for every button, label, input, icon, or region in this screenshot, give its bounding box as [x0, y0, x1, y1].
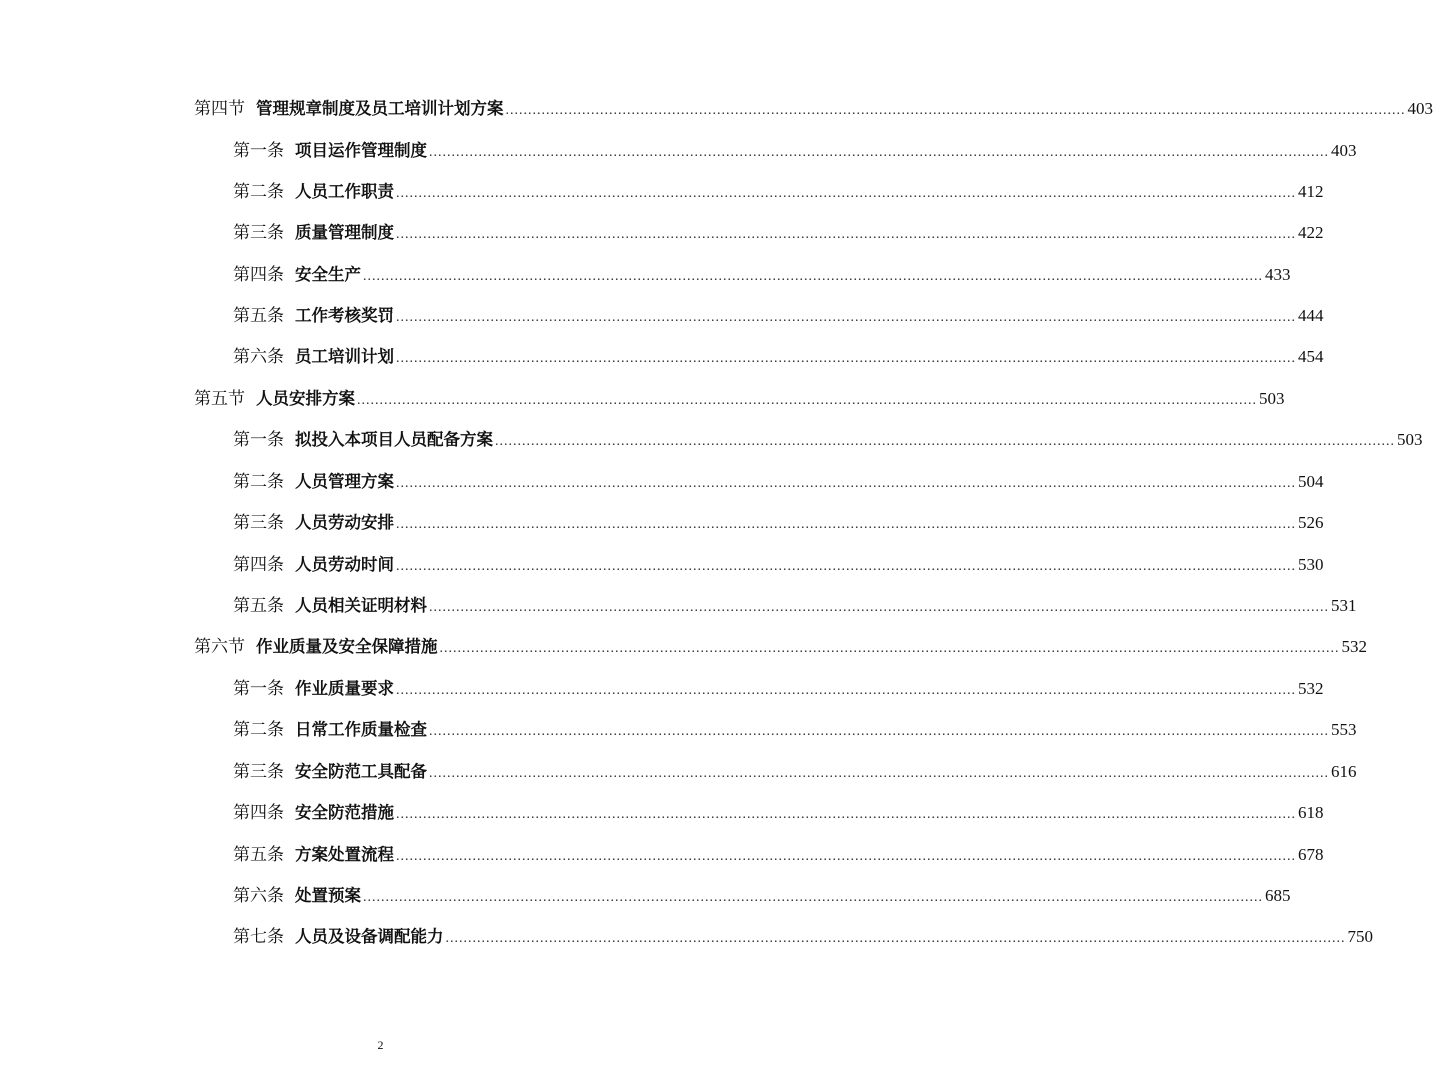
toc-leader: ........................................................................................................................................................................................................: [429, 766, 1329, 781]
toc-number: 第四条: [233, 555, 284, 575]
toc-row: [233, 593, 1357, 619]
toc-leader: ........................................................................................................................................................................................................: [396, 807, 1296, 822]
toc-leader: ........................................................................................................................................................................................................: [429, 724, 1329, 739]
toc-row: [233, 262, 1291, 288]
toc-leader: ........................................................................................................................................................................................................: [396, 559, 1296, 574]
toc-leader: ........................................................................................................................................................................................................: [396, 227, 1296, 242]
toc-number: 第六节: [194, 637, 245, 657]
toc-page: 403: [1331, 141, 1357, 160]
toc-row: [233, 469, 1324, 495]
toc-number: 第六条: [233, 886, 284, 906]
toc-leader: ........................................................................................................................................................................................................: [396, 186, 1296, 201]
toc-title: 安全防范工具配备: [295, 762, 427, 781]
toc-page: 750: [1347, 927, 1373, 946]
toc-leader: ........................................................................................................................................................................................................: [363, 269, 1263, 284]
toc-row: [194, 386, 1285, 412]
toc-number: 第二条: [233, 182, 284, 202]
toc-title: 管理规章制度及员工培训计划方案: [256, 99, 504, 118]
toc-number: 第三条: [233, 223, 284, 243]
toc-leader: ........................................................................................................................................................................................................: [363, 890, 1263, 905]
toc-page: 412: [1298, 182, 1324, 201]
toc-number: 第二条: [233, 720, 284, 740]
toc-title: 项目运作管理制度: [295, 141, 427, 160]
toc-title: 安全防范措施: [295, 803, 394, 822]
toc-row: [194, 96, 1433, 122]
toc-row: [233, 303, 1324, 329]
toc-leader: ........................................................................................................................................................................................................: [396, 476, 1296, 491]
toc-row: [233, 552, 1324, 578]
toc-title: 人员相关证明材料: [295, 596, 427, 615]
toc-title: 人员劳动时间: [295, 555, 394, 574]
toc-leader: ........................................................................................................................................................................................................: [429, 145, 1329, 160]
toc-number: 第七条: [233, 927, 284, 947]
toc-title: 日常工作质量检查: [295, 720, 427, 739]
toc-title: 处置预案: [295, 886, 361, 905]
toc-number: 第五节: [194, 389, 245, 409]
toc-number: 第四条: [233, 803, 284, 823]
toc-title: 人员安排方案: [256, 389, 355, 408]
toc-page: 553: [1331, 720, 1357, 739]
toc-page: 526: [1298, 513, 1324, 532]
toc-leader: ........................................................................................................................................................................................................: [429, 600, 1329, 615]
toc-row: [233, 220, 1324, 246]
toc-page: 503: [1397, 430, 1423, 449]
toc-number: 第五条: [233, 845, 284, 865]
toc-title: 质量管理制度: [295, 223, 394, 242]
toc-leader: ........................................................................................................................................................................................................: [495, 434, 1395, 449]
toc-leader: ........................................................................................................................................................................................................: [396, 351, 1296, 366]
toc-page: 530: [1298, 555, 1324, 574]
toc-title: 作业质量要求: [295, 679, 394, 698]
toc-page: 444: [1298, 306, 1324, 325]
toc-leader: ........................................................................................................................................................................................................: [357, 393, 1257, 408]
toc-number: 第二条: [233, 472, 284, 492]
toc-title: 人员劳动安排: [295, 513, 394, 532]
toc-row: [233, 759, 1357, 785]
toc-number: 第四条: [233, 265, 284, 285]
toc-row: [233, 883, 1291, 909]
toc-title: 拟投入本项目人员配备方案: [295, 430, 493, 449]
toc-number: 第六条: [233, 347, 284, 367]
toc-row: [194, 634, 1367, 660]
toc-leader: ........................................................................................................................................................................................................: [396, 310, 1296, 325]
toc-row: [233, 344, 1324, 370]
toc-row: [233, 138, 1357, 164]
toc-title: 人员工作职责: [295, 182, 394, 201]
toc-number: 第三条: [233, 762, 284, 782]
toc-page: 531: [1331, 596, 1357, 615]
toc-page: 618: [1298, 803, 1324, 822]
toc-number: 第一条: [233, 141, 284, 161]
toc-page: 616: [1331, 762, 1357, 781]
toc-row: [233, 842, 1324, 868]
toc-page: 433: [1265, 265, 1291, 284]
toc-leader: ........................................................................................................................................................................................................: [439, 641, 1340, 656]
toc-page: 504: [1298, 472, 1324, 491]
toc-title: 员工培训计划: [295, 347, 394, 366]
toc-page: 422: [1298, 223, 1324, 242]
toc-row: [233, 179, 1324, 205]
toc-number: 第五条: [233, 306, 284, 326]
toc-number: 第一条: [233, 430, 284, 450]
toc-title: 工作考核奖罚: [295, 306, 394, 325]
toc-leader: ........................................................................................................................................................................................................: [505, 103, 1406, 118]
toc-title: 方案处置流程: [295, 845, 394, 864]
toc-leader: ........................................................................................................................................................................................................: [445, 931, 1346, 946]
toc-leader: ........................................................................................................................................................................................................: [396, 683, 1296, 698]
toc-number: 第三条: [233, 513, 284, 533]
toc-row: [233, 800, 1324, 826]
toc-title: 安全生产: [295, 265, 361, 284]
toc-number: 第五条: [233, 596, 284, 616]
toc-page: 532: [1341, 637, 1367, 656]
toc-row: [233, 717, 1357, 743]
toc-page: 403: [1407, 99, 1433, 118]
toc-page: 678: [1298, 845, 1324, 864]
toc-row: [233, 510, 1324, 536]
toc-row: [233, 676, 1324, 702]
toc-title: 作业质量及安全保障措施: [256, 637, 438, 656]
page-number: 2: [377, 1038, 384, 1052]
toc-title: 人员管理方案: [295, 472, 394, 491]
toc-row: [233, 427, 1423, 453]
toc-number: 第四节: [194, 99, 245, 119]
toc-page: 532: [1298, 679, 1324, 698]
toc-page: 503: [1259, 389, 1285, 408]
toc-leader: ........................................................................................................................................................................................................: [396, 849, 1296, 864]
toc-page: 685: [1265, 886, 1291, 905]
toc-leader: ........................................................................................................................................................................................................: [396, 517, 1296, 532]
toc-title: 人员及设备调配能力: [295, 927, 444, 946]
toc-row: [233, 924, 1373, 950]
toc-page: 454: [1298, 347, 1324, 366]
toc-number: 第一条: [233, 679, 284, 699]
